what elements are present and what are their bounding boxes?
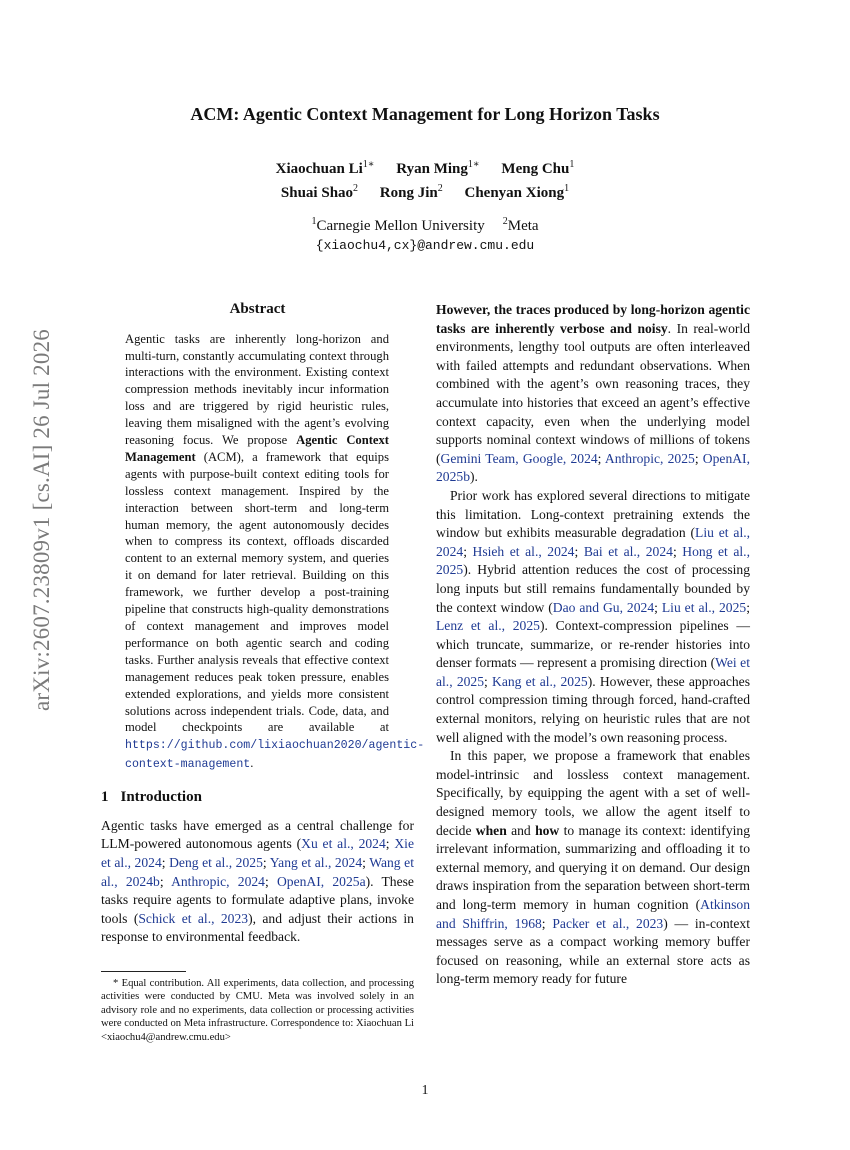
abstract-heading: Abstract — [229, 301, 286, 317]
footnote-rule — [101, 971, 186, 972]
affiliations — [0, 212, 850, 256]
author-list — [0, 155, 850, 203]
citation-link[interactable]: Bai et al., 2024 — [583, 543, 673, 559]
author: Meng Chu$^1$ — [501, 159, 575, 177]
citation-link[interactable]: Schick et al., 2023 — [138, 910, 249, 926]
author-row-1 — [0, 155, 850, 179]
intro-paragraph-1: Agentic tasks have emerged as a central challenge for LLM-powered autonomous agents (Xu et al., 2024; Xie et al., 2024; Deng et al., 2025; Yang et al., 2024; Wang et al., 2024b; Anthropic, 2024; OpenAI, 2025a). These tasks require agents to formulate adaptive plans, invoke tools (Schick et al., 2023), and adjust their actions in response to environmental feedback. — [101, 817, 414, 945]
code-repository-link[interactable]: https://github.com/lixiaochuan2020/agentic-context-management — [125, 739, 425, 772]
page-number: 1 — [421, 1082, 429, 1097]
author: Ryan Ming$^{1∗}$ — [396, 159, 480, 177]
citation-link[interactable]: Deng et al., 2025 — [169, 854, 263, 870]
citation-link[interactable]: Hsieh et al., 2024 — [472, 543, 575, 559]
citation-link[interactable]: Packer et al., 2023 — [552, 915, 664, 931]
citation-link[interactable]: Gemini Team, Google, 2024 — [440, 450, 598, 466]
citation-link[interactable]: Liu et al., 2024 — [436, 525, 751, 559]
framework-name: Agentic Context Management — [125, 433, 390, 464]
author: Xiaochuan $Li^{1∗}$ — [275, 159, 375, 177]
abstract-body: Agentic tasks are inherently long-horizon and multi-turn, constantly accumulating context through interactions with the environment. Existing context compression methods inevitably incur information loss and are triggered by rigid heuristic rules, leaving them misaligned with the agent’s evolving reasoning focus. We propose Agentic Context Management (ACM), a framework that equips agents with purpose-built context editing tools for lossless context management. Inspired by the interaction between short-term and long-term human memory, the agent autonomously decides when to compress its context, offloads discarded content to an external memory system, and queries it on demand for later retrieval. Building on this framework, we further develop a post-training pipeline that constructs high-quality demonstrations of context management and improves model performance on both agentic search and coding tasks. Further analysis reveals that effective context management reduces peak token pressure, enables extended explorations, and yields more consistent solutions across independent trials. Code, data, and model checkpoints are available at https://github.com/lixiaochuan2020/agentic-context-management. — [125, 331, 425, 772]
intro-paragraph-2: Prior work has explored several directions to mitigate this limitation. Long-context pretraining extends the window but exhibits measurable degradation (Liu et al., 2024; Hsieh et al., 2024; Bai et al., 2024; Hong et al., 2025). Hybrid attention reduces the cost of processing long inputs but still remains fundamentally bounded by the context window (Dao and Gu, 2024; Liu et al., 2025; Lenz et al., 2025). Context-compression pipelines — which truncate, summarize, or re-render histories into denser formats — represent a promising direction (Wei et al., 2025; Kang et al., 2025). However, these approaches control compression timing through forced, hand-crafted external monitors, relying on heuristic rules that are not well aligned with the model’s own reasoning process. — [436, 487, 751, 745]
citation-link[interactable]: Kang et al., 2025 — [492, 673, 588, 689]
intro-paragraph-1-continued: However, the traces produced by long-horizon agentic tasks are inherently verbose and noisy. In real-world environments, lengthy tool outputs are often interleaved with failed attempts and redundant observations. When combined with the agent’s own reasoning traces, they accumulate into histories that exceed an agent’s effective context capacity, even when the underlying model supports nominal context windows of millions of tokens (Gemini Team, Google, 2024; Anthropic, 2025; OpenAI, 2025b). — [436, 302, 750, 485]
footnote: * Equal contribution. All experiments, data collection, and processing activities were conducted by CMU. Meta was involved solely in an advisory role and no experiments, data collection or processing activities were conducted on Meta infrastructure. Correspondence to: Xiaochuan Li <xiaochu4@andrew.cmu.edu> — [101, 978, 414, 1043]
author: Chenyan Xiong$^1$ — [464, 183, 570, 201]
citation-link[interactable]: Anthropic, 2025 — [604, 450, 695, 466]
right-column — [436, 301, 750, 989]
affiliation: $^2$Meta — [502, 216, 539, 234]
arxiv-identifier: arXiv:2607.23809v1 [cs.AI] 26 Jul 2026 — [29, 329, 54, 711]
section-heading-introduction: 1 Introduction — [101, 789, 202, 806]
affiliation-row — [0, 212, 850, 236]
citation-link[interactable]: Anthropic, 2024 — [171, 873, 265, 889]
citation-link[interactable]: Wei et al., 2025 — [436, 655, 750, 689]
citation-link[interactable]: Wang et al., 2024b — [101, 854, 414, 889]
citation-link[interactable]: Lenz et al., 2025 — [436, 618, 540, 634]
author: Rong Jin$^2$ — [379, 183, 443, 201]
citation-link[interactable]: Xu et al., 2024 — [301, 836, 386, 852]
citation-link[interactable]: Xie et al., 2024 — [101, 836, 414, 870]
author-row-2 — [0, 179, 850, 203]
affiliation: $^1$Carnegie Mellon University — [311, 216, 485, 234]
key-claim: However, the traces produced by long-horizon agentic tasks are inherently verbose and noisy — [436, 302, 750, 336]
contact-email[interactable]: {xiaochu4,cx}@andrew.cmu.edu — [315, 238, 535, 253]
paper-title: ACM: Agentic Context Management for Long Horizon Tasks — [190, 104, 660, 124]
author: Shuai Shao$^2$ — [280, 183, 359, 201]
left-column — [101, 300, 425, 947]
citation-link[interactable]: Dao and Gu, 2024 — [552, 599, 655, 615]
citation-link[interactable]: Atkinson and Shiffrin, 1968 — [436, 897, 750, 931]
intro-paragraph-3: In this paper, we propose a framework that enables model-intrinsic and lossless context management. Specifically, by equipping the agent with a set of well-designed memory tools, we allow the agent itself to decide when and how to manage its context: identifying irrelevant information, summarizing and offloading it to external memory, and querying it on demand. Our design draws inspiration from the separation between short-term and long-term memory in human cognition (Atkinson and Shiffrin, 1968; Packer et al., 2023) — in-context messages serve as a compact working memory buffer focused on reasoning, while an external store acts as long-term memory ready for future — [436, 748, 750, 987]
citation-link[interactable]: OpenAI, 2025b — [436, 450, 750, 485]
citation-link[interactable]: Liu et al., 2025 — [661, 599, 747, 615]
citation-link[interactable]: OpenAI, 2025a — [276, 873, 366, 889]
citation-link[interactable]: Hong et al., 2025 — [436, 543, 750, 578]
citation-link[interactable]: Yang et al., 2024 — [269, 854, 363, 870]
